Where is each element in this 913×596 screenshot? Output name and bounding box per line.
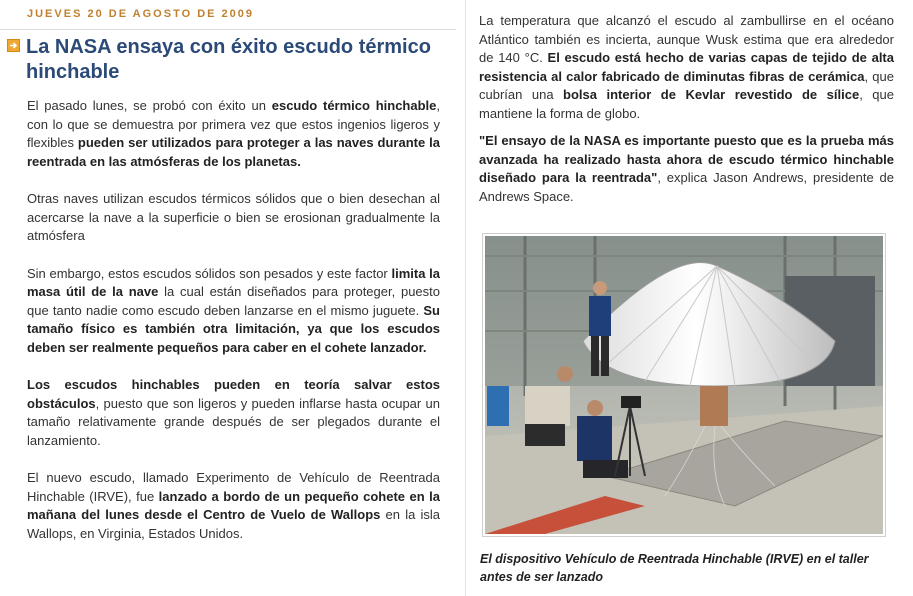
photo-frame — [482, 233, 886, 537]
text: , que mantiene la forma de globo. — [479, 87, 894, 121]
bold-text: Los escudos hinchables pueden en teoría salvar estos obstáculos — [27, 377, 440, 411]
text: , explica Jason Andrews, presidente de Andrews Space. — [479, 170, 895, 204]
paragraph — [27, 469, 440, 543]
bold-text: lanzado a bordo de un pequeño cohete en la mañana del lunes desde el Centro de Vuelo de Wallops — [27, 488, 440, 522]
text: , puesto que son ligeros y pueden inflarse hasta ocupar un tamaño relativamente grande después de ser plegados durante el lanzamiento. — [27, 395, 440, 448]
post-title-row — [7, 35, 447, 85]
bold-text: pueden ser utilizados para proteger a las naves durante la reentrada en las atmósferas de los planetas. — [27, 135, 441, 169]
paragraph — [479, 12, 894, 123]
paragraph: Otras naves utilizan escudos térmicos sólidos que o bien desechan al acercarse la nave a la superficie o bien se erosionan gradualmente la atmósfera — [27, 191, 440, 243]
paragraph — [27, 97, 440, 171]
date-divider — [0, 29, 456, 30]
irve-photo-drawing — [485, 236, 883, 534]
post-date: JUEVES 20 DE AGOSTO DE 2009 — [27, 8, 255, 20]
post-column-right — [479, 12, 894, 215]
arrow-right-icon — [7, 39, 20, 52]
photo-caption: El dispositivo Vehículo de Reentrada Hinchable (IRVE) en el taller antes de ser lanzado — [480, 552, 869, 584]
bold-text: "El ensayo de la NASA es importante puesto que es la prueba más avanzada ha realizado hasta ahora de escudo térmico hinchable diseñado para la reentrada" — [479, 133, 894, 185]
bold-text: bolsa interior de Kevlar revestido de sílice — [563, 87, 860, 102]
irve-photo[interactable] — [485, 236, 883, 534]
post-body — [27, 97, 440, 562]
bold-text: El escudo está hecho de varias capas de tejido de alta resistencia al calor fabricado de diminutas fibras de cerámica — [479, 50, 894, 84]
bold-text: escudo térmico hinchable — [271, 98, 437, 113]
paragraph — [27, 265, 440, 358]
column-divider — [465, 0, 466, 596]
text: El pasado lunes, se probó con éxito un — [27, 98, 272, 113]
text: , que cubrían una — [479, 68, 894, 102]
text: en la isla Wallops, en Virginia, Estados Unidos. — [27, 507, 440, 541]
text: , con lo que se demuestra por primera vez que estos ingenios ligeros y flexibles — [27, 98, 441, 150]
bold-text: Su tamaño físico es también otra limitación, ya que los escudos deben ser realmente pequeños para caber en el cohete lanzador. — [27, 302, 440, 355]
paragraph — [27, 376, 440, 450]
text: La temperatura que alcanzó el escudo al zambullirse en el océano Atlántico también es incierta, aunque Wusk estima que era alrededor de 140 °C. — [479, 13, 894, 65]
bold-text: limita la masa útil de la nave — [27, 265, 440, 299]
text: El nuevo escudo, llamado Experimento de Vehículo de Reentrada Hinchable (IRVE), fue — [27, 470, 440, 504]
text: Sin embargo, estos escudos sólidos son pesados y este factor — [27, 265, 392, 281]
post-title[interactable]: La NASA ensaya con éxito escudo térmico hinchable — [26, 36, 431, 83]
paragraph — [479, 132, 894, 206]
text: la cual están diseñados para proteger, puesto que tanto nadie como escudo deben lanzarse en el mismo juguete. — [27, 284, 440, 318]
